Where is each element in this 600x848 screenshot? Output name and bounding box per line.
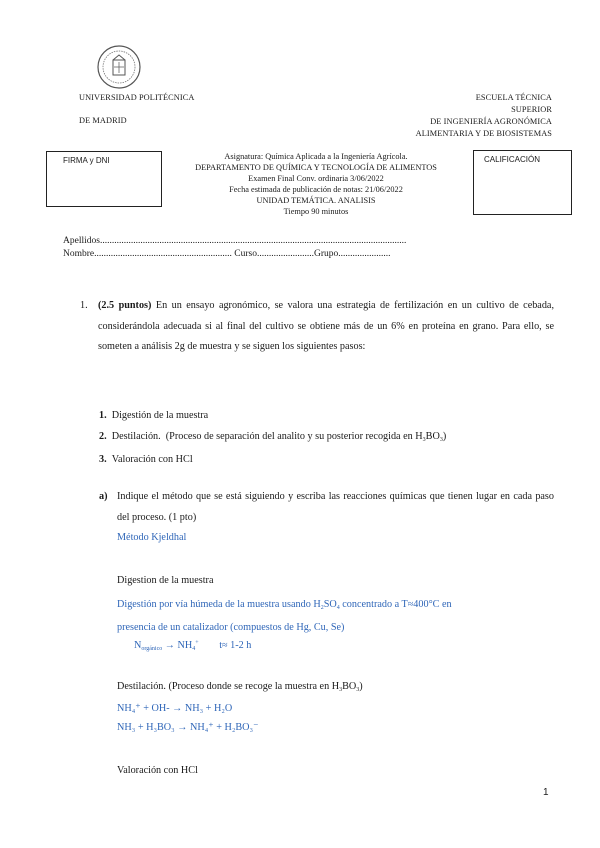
apellidos-field[interactable]: Apellidos................................................................................................................................. — [63, 236, 407, 246]
tiempo: Tiempo 90 minutos — [283, 207, 349, 216]
firma-dni-box[interactable] — [46, 151, 162, 207]
part-a-answer: Método Kjeldhal — [117, 532, 187, 543]
asignatura: Asignatura: Química Aplicada a la Ingeniería Agrícola. — [224, 152, 408, 161]
examen: Examen Final Conv. ordinaria 3/06/2022 — [248, 174, 384, 183]
unidad-tematica: UNIDAD TEMÁTICA. ANALISIS — [256, 196, 376, 205]
question-number: 1. — [80, 300, 88, 311]
digestion-answer: Digestión por vía húmeda de la muestra usando $H_2SO_4$ concentrado a T≈400°C en presencia de un catalizador (compuestos de Hg, Cu, Se) — [117, 599, 452, 633]
part-a-text: Indique el método que se está siguiendo y escriba las reacciones químicas que tienen lugar en cada paso del proceso. (1 pto) — [117, 491, 554, 523]
destilacion-heading: Destilación. (Proceso donde se recoge la muestra en $H_3BO_3$) — [117, 681, 363, 693]
firma-dni-label: FIRMA y DNI — [63, 156, 110, 165]
reaction-2: NH₃ + H₃BO₃ → NH₄⁺ + H₂BO₃⁻ — [117, 722, 259, 733]
university-name-line2: DE MADRID — [79, 116, 127, 125]
calificacion-label: CALIFICACIÓN — [484, 155, 541, 164]
question-points: (2.5 puntos) — [98, 300, 152, 311]
steps-list — [99, 406, 446, 471]
question-1 — [80, 296, 554, 358]
school-name: ESCUELA TÉCNICA SUPERIOR DE INGENIERÍA AGRONÓMICA ALIMENTARIA Y DE BIOSISTEMAS — [415, 93, 552, 138]
step-1: 1. Digestión de la muestra — [99, 410, 209, 421]
fecha-publicacion: Fecha estimada de publicación de notas: 21/06/2022 — [229, 185, 403, 194]
digestion-reaction: $N_{orgánico} \to NH_4^+$ t≈ 1-2 h — [134, 640, 252, 652]
valoracion-heading: Valoración con HCl — [117, 765, 198, 776]
digestion-heading: Digestion de la muestra — [117, 575, 214, 586]
part-a-letter: a) — [99, 491, 108, 502]
nombre-curso-grupo-field[interactable]: Nombre.......................................................... Curso........................Grupo...................... — [63, 249, 391, 259]
calificacion-box[interactable] — [473, 150, 572, 215]
step-3: 3. Valoración con HCl — [99, 454, 193, 465]
reaction-1: NH₄⁺ + OH- → NH₃ + H₂O — [117, 703, 233, 714]
question-text: En un ensayo agronómico, se valora una estrategia de fertilización en un cultivo de cebada, considerándola adecuada si al final del cultivo se obtiene más de un 6% en proteína en grano. Para ello, se someten a análisis 2g de muestra y se siguen los siguientes pasos: — [98, 300, 554, 352]
page-number: 1 — [543, 787, 549, 798]
university-name-line1: UNIVERSIDAD POLITÉCNICA — [79, 93, 195, 102]
university-seal-icon — [96, 44, 142, 90]
digestion-time: t≈ 1-2 h — [219, 640, 252, 651]
step-2: 2. Destilación. (Proceso de separación del analito y su posterior recogida en $H_3BO_3$) — [99, 430, 447, 443]
destilacion-reactions — [117, 699, 258, 737]
exam-info — [160, 151, 472, 217]
departamento: DEPARTAMENTO DE QUÍMICA Y TECNOLOGÍA DE ALIMENTOS — [195, 163, 437, 172]
part-a — [99, 487, 554, 549]
